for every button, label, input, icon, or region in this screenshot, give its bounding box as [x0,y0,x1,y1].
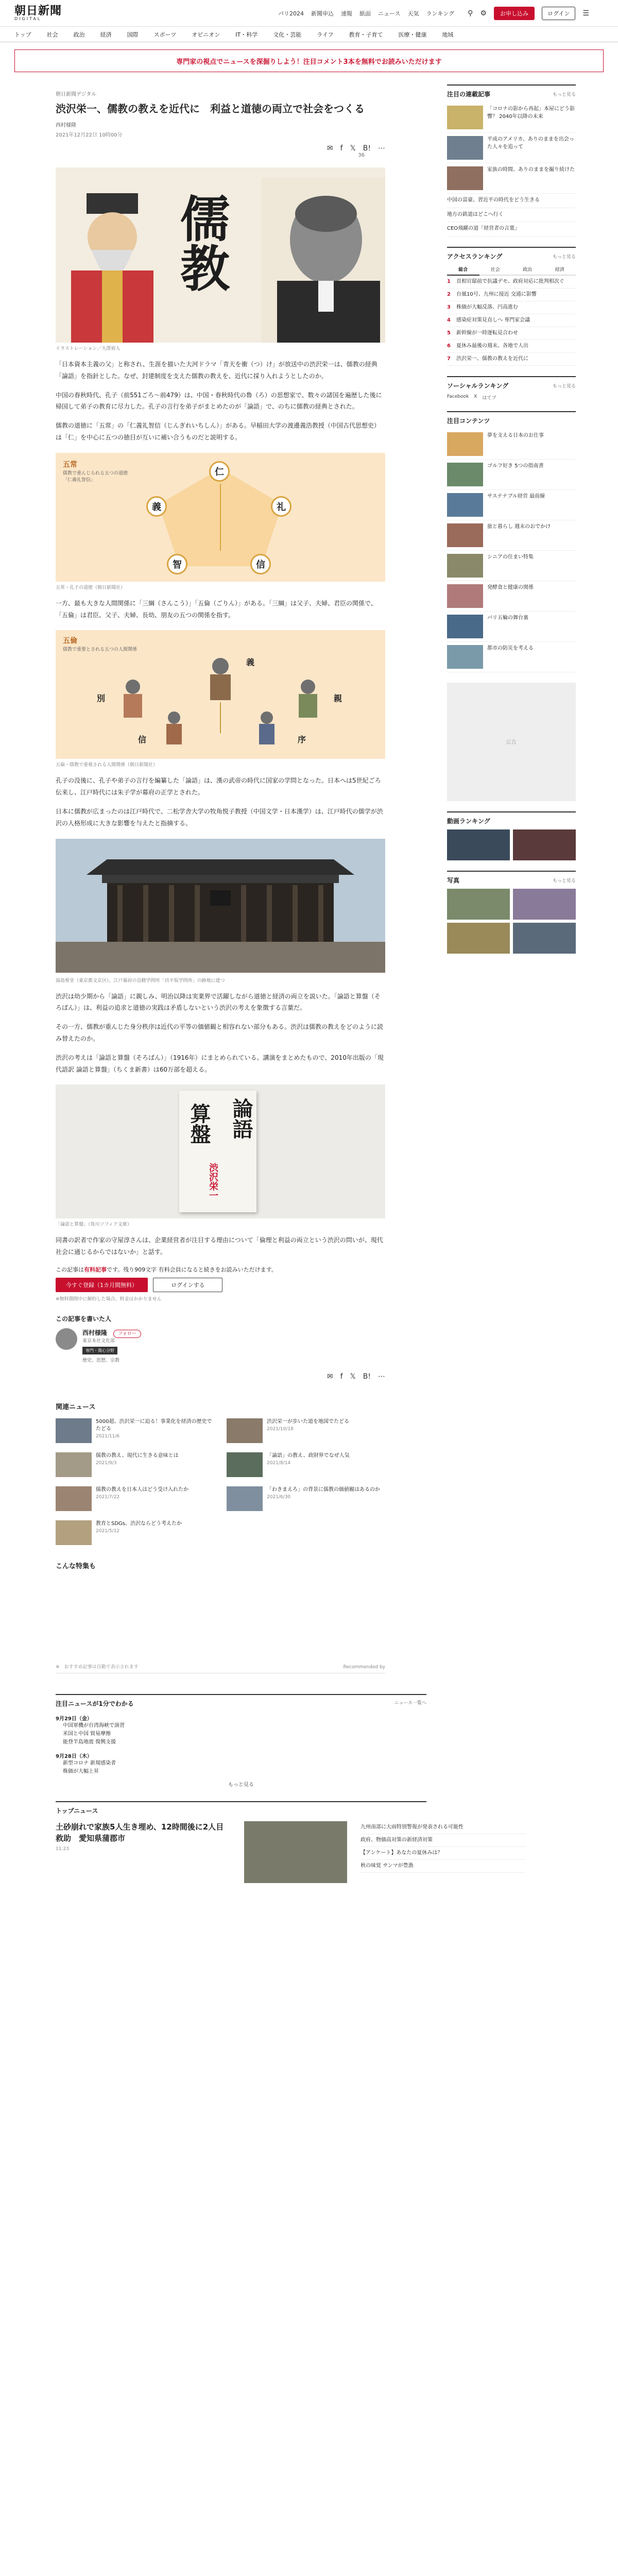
thumbnail [227,1486,263,1511]
share-bar [56,144,385,152]
related-date: 2021/10/18 [267,1426,294,1432]
header-link[interactable]: 紙面 [359,10,371,17]
topnews-main[interactable] [56,1821,231,1883]
list-item[interactable] [447,163,576,194]
topnews-photo[interactable] [244,1821,347,1883]
share-count: 36 [358,152,365,158]
nav-item[interactable]: 教育・子育て [349,31,383,38]
related-title: 儒教の教え、現代に生きる意味とは [96,1452,179,1459]
list-item[interactable] [227,1418,385,1443]
figure-portraits [56,167,385,351]
thumbnail [447,166,483,190]
virtue-gi: 義 [146,496,167,517]
relation-betsu: 別 [97,693,106,704]
virtue-shin: 信 [250,554,271,574]
photo-thumbnail[interactable] [513,923,576,954]
article-paragraph: 孔子の没後に、孔子や弟子の言行を編纂した「論語」は、漢の武帝の時代に国家の学問となった。日本へは5世紀ごろ伝来し、江戸時代には朱子学が幕府の正学とされた。 [56,777,381,796]
site-logo[interactable] [14,5,62,21]
article-paragraph: 中国の春秋時代、孔子（前551ごろ〜前479）は、中国・春秋時代の魯（ろ）の思想家で、数々の諸国を遍歴した後に帰国して弟子の教育に尽力した。孔子の言行を弟子がまとめたのが「論語」で、のちに儒教の経典とされた。 [56,391,382,411]
nav-item[interactable]: 国際 [127,31,139,38]
share-bar-bottom [56,1372,385,1381]
thumbnail [56,1486,92,1511]
article-paragraph: その一方、儒教が重んじた身分秩序は近代の平等の価値観と相容れない部分もある。渋沢は儒教の教えをどのように読み替えたのか。 [56,1023,384,1042]
sidebar-heading: 動画ランキング [447,817,490,825]
avatar[interactable] [56,1328,77,1350]
tab-society[interactable]: 社会 [479,264,512,276]
figure-caption: 「論語と算盤」（角川ソフィア文庫） [56,1222,132,1228]
virtue-rei: 礼 [271,496,291,517]
search-icon[interactable]: ⚲ [468,9,473,18]
header-icons [468,7,589,20]
figure-gojou [56,453,385,590]
timeline-heading: 注目ニュースが1分でわかる [56,1700,134,1707]
article-paragraph: 儒教の道徳に「五常」の「仁義礼智信（じんぎれいちしん）」がある。早稲田大学の渡邊義浩教授（中国古代思想史）は「仁」を中心に五つの徳目が互いに補い合うものだと説明する。 [56,422,381,441]
hatena-icon[interactable]: B! [363,144,371,152]
nav-item[interactable]: 経済 [100,31,112,38]
confucius-illustration [61,188,164,343]
more-button[interactable]: もっと見る [228,1782,254,1788]
item-title: 平成のアメリカ、ありのままを出会った人々を追って [487,137,574,150]
item-title: サステナブル経営 最前線 [487,493,545,499]
header-link[interactable]: パリ2024 [278,10,304,17]
tab-all[interactable]: 総合 [447,264,479,276]
article-category[interactable]: 朝日新聞デジタル [56,92,97,97]
thumbnail [447,584,483,608]
related-date: 2021/11/6 [96,1433,120,1439]
news-list-link[interactable]: ニュース一覧へ [394,1700,426,1706]
author-tag-label: 専門・関心分野 [82,1347,117,1354]
nav-item[interactable]: IT・科学 [235,31,258,38]
figure-title: 五倫 [63,637,77,646]
feature-heading: こんな特集も [56,1562,96,1570]
figure-subtitle: 儒教で重要とされる五つの人間関係 [63,647,138,653]
ranking-item[interactable]: 7 渋沢栄一、儒教の教えを近代に [447,353,576,366]
paywall-text [56,1265,385,1274]
list-item[interactable] [447,429,576,460]
figure-book [56,1084,385,1227]
subscribe-button[interactable]: お申し込み [494,7,535,20]
nav-item[interactable]: オピニオン [192,31,220,38]
list-item[interactable] [227,1452,385,1477]
header-link[interactable]: ニュース [378,10,401,17]
figure-title: 五常 [63,460,77,469]
figure-temple [56,839,385,984]
article-paragraph: 渋沢は幼少期から「論語」に親しみ、明治以降は実業界で活躍しながら道徳と経済の両立を説いた。「論語と算盤（そろばん）」は、利益の追求と道徳の実践は矛盾しないという渋沢の考えを象徴する言葉だ。 [56,992,381,1012]
thumbnail [56,1520,92,1545]
article-byline[interactable]: 西村様隆 [56,123,76,128]
figure-caption: イラストレーション／大澤裕人 [56,346,121,351]
thumbnail [447,136,483,160]
relation-shin2: 信 [138,735,147,745]
nav-item[interactable]: スポーツ [153,31,177,38]
thumbnail [447,645,483,669]
sidebar-heading: アクセスランキング [447,252,503,260]
timeline-date: 9月28日（木） [56,1753,92,1759]
list-item[interactable]: 地方の鉄道はどこへ行く [447,208,576,223]
facebook-icon[interactable]: f [340,1372,343,1381]
ranking-item[interactable]: 6 夏休み最後の週末、各地で人出 [447,340,576,353]
item-title: ゴルフ好き 5つの指南書 [487,463,544,469]
list-item[interactable] [447,460,576,490]
video-grid [447,829,576,860]
sidebar [447,84,576,1673]
item-title: 発酵食と健康の関係 [487,584,534,590]
related-title: 「わきまえろ」の背景に儒教の価値観はあるのか [267,1486,380,1493]
temple-photo [56,839,385,973]
settings-icon[interactable]: ⚙ [480,9,487,18]
list-item[interactable] [56,1452,214,1477]
hatena-link[interactable]: はてブ [482,395,496,401]
article-paragraph: 同書の訳者で作家の守屋淳さんは、企業経営者が注目する理由について「倫理と利益の両立という渋沢の問いが、現代社会に通じるからではないか」と話す。 [56,1236,383,1256]
paywall-buttons [56,1278,385,1292]
paywall-highlight: 有料記事 [84,1266,107,1273]
nav-item[interactable]: 地域 [442,31,454,38]
timeline-header [56,1694,426,1708]
sidebar-heading: 写真 [447,876,460,884]
logo-sub: DIGITAL [14,16,42,21]
ranking-item[interactable]: 2 台風10号、九州に接近 交通に影響 [447,289,576,301]
related-date: 2021/6/30 [267,1494,291,1500]
thumbnail [447,615,483,638]
list-item[interactable]: 政府、物価高対策の新経済対策 [360,1834,525,1847]
article-paragraph: 日本に儒教が広まったのは江戸時代で、二松学舎大学の牧角悦子教授（中国文学・日本漢学）は、江戸時代の儒学が渋沢の人格形成に大きな影響を与えたと指摘する。 [56,807,383,827]
topnews-title: 土砂崩れで家族5人生き埋め、12時間後に2人目救助 愛知県蒲郡市 [56,1822,224,1843]
x-icon[interactable]: 𝕏 [350,1372,356,1381]
ranking-tabs [447,264,576,276]
top-bar [0,0,618,27]
related-date: 2021/9/3 [96,1460,117,1466]
list-item[interactable]: 【アンケート】あなたの夏休みは？ [360,1847,525,1860]
photo-thumbnail[interactable] [447,923,510,954]
timeline-item[interactable]: 米国と中国 貿易摩擦 [63,1731,111,1737]
timeline-item[interactable]: 新型コロナ 新規感染者 [63,1760,116,1766]
virtue-jin: 仁 [209,461,230,482]
list-item[interactable] [447,612,576,642]
ranking-title: 新幹線が一時運転見合わせ [456,330,518,336]
article-paragraph: 「日本資本主義の父」と称され、生涯を描いた大河ドラマ「青天を衝（つ）け」が放送中の渋沢栄一は、儒教の経典「論語」を指針とした。なぜ、封建制度を支えた儒教の教えを、近代に採り入れようとしたのか。 [56,361,377,380]
ranking-title: 夏休み最後の週末、各地で人出 [456,343,528,349]
top-news [56,1801,602,1883]
figure-subtitle: 儒教で重んじられる五つの道徳「仁義礼智信」 [63,470,128,483]
nav-item[interactable]: トップ [14,31,31,38]
sidebar-heading: 注目の連載記事 [447,91,491,98]
item-title: パリ五輪の舞台裏 [487,615,528,621]
thumbnail [447,554,483,578]
paywall-login-button[interactable]: ログインする [153,1278,222,1292]
virtue-chi: 智 [167,554,187,574]
ranking-item[interactable]: 5 新幹線が一時運転見合わせ [447,327,576,340]
list-item[interactable] [56,1486,214,1511]
topnews-heading: トップニュース [56,1807,98,1815]
thumbnail [227,1452,263,1477]
thumbnail [56,1452,92,1477]
thumbnail [56,1418,92,1443]
list-item[interactable] [227,1486,385,1511]
header-link[interactable]: ランキング [426,10,455,17]
article-title: 渋沢栄一、儒教の教えを近代に 利益と道徳の両立で社会をつくる [56,103,365,115]
social-ranking [447,376,576,401]
photo-grid [447,889,576,954]
x-icon[interactable]: 𝕏 [350,144,356,152]
list-item[interactable] [447,642,576,672]
list-item[interactable] [447,551,576,581]
recommend-credit[interactable]: Recommended by [343,1664,385,1670]
related-title: 「論語」の教え、政財界でなぜ人気 [267,1452,350,1459]
author-name[interactable]: 西村様隆 [82,1329,108,1336]
mail-icon[interactable]: ✉ [327,144,333,152]
list-item[interactable]: CEO飛躍の道「経営者の言葉」 [447,222,576,236]
author-card [56,1328,385,1363]
tab-economy[interactable]: 経済 [544,264,576,276]
ranking-item[interactable]: 4 感染症対策見直しへ 専門家会議 [447,314,576,327]
main-nav [0,27,618,42]
nav-item[interactable]: 医療・健康 [398,31,427,38]
thumbnail [447,463,483,486]
ranking-item[interactable]: 3 株価が大幅反落、円高進む [447,301,576,314]
timeline-item[interactable]: 中国軍機が台湾海峡で演習 [63,1722,125,1728]
news-timeline [56,1714,426,1788]
list-item[interactable] [56,1418,214,1443]
item-title: 都市の防災を考える [487,645,534,651]
topnews-time: 11:23 [56,1846,69,1852]
facebook-link[interactable]: Facebook [447,394,469,399]
login-button[interactable]: ログイン [542,7,575,20]
item-title: 「コロナの影から再起」本屋にどう影響？ 2040年以降の未来 [487,106,575,120]
more-link[interactable]: もっと見る [552,383,576,389]
header-link[interactable]: 新聞申込 [311,10,334,17]
item-title: シニアの住まい特集 [487,554,534,560]
header-link[interactable]: 天気 [407,10,419,17]
video-ranking [447,811,576,860]
nav-item[interactable]: ライフ [317,31,334,38]
sidebar-heading: 注目コンテンツ [447,417,490,425]
author-topics: 歴史、思想、宗教 [82,1358,120,1363]
timeline-date: 9月29日（金） [56,1716,92,1722]
facebook-icon[interactable]: f [340,144,343,152]
nav-item[interactable]: 文化・芸能 [273,31,302,38]
article-main [14,84,411,1673]
portrait-illustration [56,167,385,343]
thumbnail [447,523,483,547]
more-link[interactable]: もっと見る [552,92,576,97]
shibusawa-portrait [262,178,385,343]
subscribe-now-button[interactable]: 今すぐ登録（1カ月間無料） [56,1278,148,1292]
more-link[interactable]: もっと見る [552,254,576,260]
list-item[interactable] [56,1520,214,1545]
video-thumbnail[interactable] [447,829,510,860]
list-item[interactable]: 九州南部に大雨特別警報が発表される可能性 [360,1821,525,1834]
topnews-list [360,1821,525,1883]
related-date: 2021/8/14 [267,1460,291,1466]
video-thumbnail[interactable] [513,829,576,860]
relation-kun: 義 [246,657,255,668]
photo-box [447,871,576,954]
promo-banner[interactable]: 専門家の視点でニュースを深掘りしよう！注目コメント3本を無料でお読みいただけます [14,49,604,72]
nav-item[interactable]: 政治 [73,31,85,38]
logo-main: 朝日新聞 [14,4,62,18]
paywall-pre: この記事は [56,1266,84,1273]
book-author: 渋沢栄一 [208,1163,218,1200]
mail-icon[interactable]: ✉ [327,1372,333,1381]
book-title-b: 算盤 [187,1103,211,1145]
item-title: 夢を支える日本のお仕事 [487,432,544,438]
relation-jo: 序 [298,735,306,745]
timeline-item[interactable]: 株価が大幅上昇 [63,1768,99,1774]
advertisement[interactable]: 広告 [447,683,576,801]
list-item[interactable]: 秋の味覚 サンマが豊漁 [360,1860,525,1873]
figure-caption: 五倫・儒教で重視される人間関係（朝日新聞社） [56,762,158,768]
list-item[interactable] [447,520,576,551]
related-title: 教育とSDGs、渋沢ならどう考えたか [96,1520,182,1527]
author-role: 東京本社文化部 [82,1338,115,1344]
book-cover [179,1091,256,1212]
topnews-header [56,1801,426,1815]
article-paragraph: 渋沢の考えは「論語と算盤（そろばん）」（1916年）にまとめられている。講演をまとめたもので、2010年出版の「現代語訳 論語と算盤」（ちくま新書）は60万部を超える。 [56,1054,384,1073]
page-layout [0,84,618,1673]
more-link[interactable]: もっと見る [552,878,576,884]
related-title: 儒教の教えを日本人はどう受け入れたか [96,1486,188,1493]
figure-caption: 五常・孔子の道徳（朝日新聞社） [56,585,126,590]
ranking-title: 株価が大幅反落、円高進む [456,304,518,310]
related-title: 渋沢栄一が歩いた道を地図でたどる [267,1418,349,1425]
article-date: 2021年12月22日 10時00分 [56,132,123,138]
related-heading: 関連ニュース [56,1403,96,1411]
list-item[interactable] [447,490,576,520]
nav-item[interactable]: 社会 [46,31,58,38]
hatena-icon[interactable]: B! [363,1372,371,1381]
social-links [447,394,576,401]
list-item[interactable] [447,581,576,612]
book-photo [56,1084,385,1218]
book-title-a: 論語 [229,1098,253,1140]
thumbnail [227,1418,263,1443]
x-link[interactable]: X [474,394,477,399]
more-icon[interactable]: ⋯ [378,144,385,152]
menu-icon[interactable]: ☰ [582,9,589,18]
thumbnail [447,432,483,456]
related-date: 2021/7/22 [96,1494,120,1500]
thumbnail [447,106,483,129]
item-title: 旅と暮らし 週末のおでかけ [487,523,551,530]
timeline-item[interactable]: 能登半島地震 復興支援 [63,1739,116,1745]
author-heading: この記事を書いた人 [56,1315,112,1323]
feature-area [56,1570,385,1673]
gojou-diagram [56,453,385,582]
header-links [278,9,454,18]
ranking-title: 渋沢栄一、儒教の教えを近代に [456,355,528,362]
item-title: 家族の時間、ありのままを撮り続けた [487,167,575,173]
list-item[interactable] [447,103,576,133]
paywall-post: です。残り909文字 有料会員になると続きをお読みいただけます。 [107,1266,277,1273]
ranking-item[interactable]: 1 首相官邸前で抗議デモ、政府対応に批判相次ぐ [447,276,576,289]
access-ranking [447,247,576,366]
ranking-title: 首相官邸前で抗議デモ、政府対応に批判相次ぐ [456,278,564,284]
more-icon[interactable]: ⋯ [378,1372,385,1381]
list-item[interactable] [447,133,576,163]
follow-button[interactable]: フォロー [113,1330,141,1338]
related-list [56,1418,385,1545]
related-title: 5000超、渋沢栄一に迫る！事業化を経済の歴史でたどる [96,1418,212,1432]
gorin-diagram [56,630,385,759]
list-item[interactable]: 中国の富豪、習近平の時代をどう生きる [447,194,576,208]
recommend-note: ※ おすすめ記事は自動で表示されます [56,1664,139,1670]
article-paragraph: 一方、最も大きな人間関係に「三綱（さんこう）」「五倫（ごりん）」がある。「三綱」は父子、夫婦、君臣の関係で、「五倫」は君臣、父子、夫婦、長幼、朋友の五つの関係を指す。 [56,599,377,619]
thumbnail [447,493,483,517]
ranking-title: 台風10号、九州に接近 交通に影響 [456,291,537,297]
figure-kanji: 儒教 [172,193,231,292]
figure-caption: 湯島聖堂（東京都文京区）。江戸幕府の直轄学問所「昌平坂学問所」の跡地に建つ [56,978,225,984]
related-date: 2021/5/12 [96,1528,120,1534]
photo-thumbnail[interactable] [447,889,510,920]
featured-contents [447,411,576,672]
ranking-title: 感染症対策見直しへ 専門家会議 [456,317,530,323]
relation-shin: 親 [334,693,342,704]
serial-box [447,84,576,236]
sidebar-heading: ソーシャルランキング [447,382,509,389]
header-link[interactable]: 速報 [341,10,352,17]
figure-gorin [56,630,385,768]
paywall-note: ※無料期間中に解約した場合、料金はかかりません [56,1296,162,1302]
bottom-section [0,1694,618,1883]
photo-thumbnail[interactable] [513,889,576,920]
tab-politics[interactable]: 政治 [511,264,544,276]
